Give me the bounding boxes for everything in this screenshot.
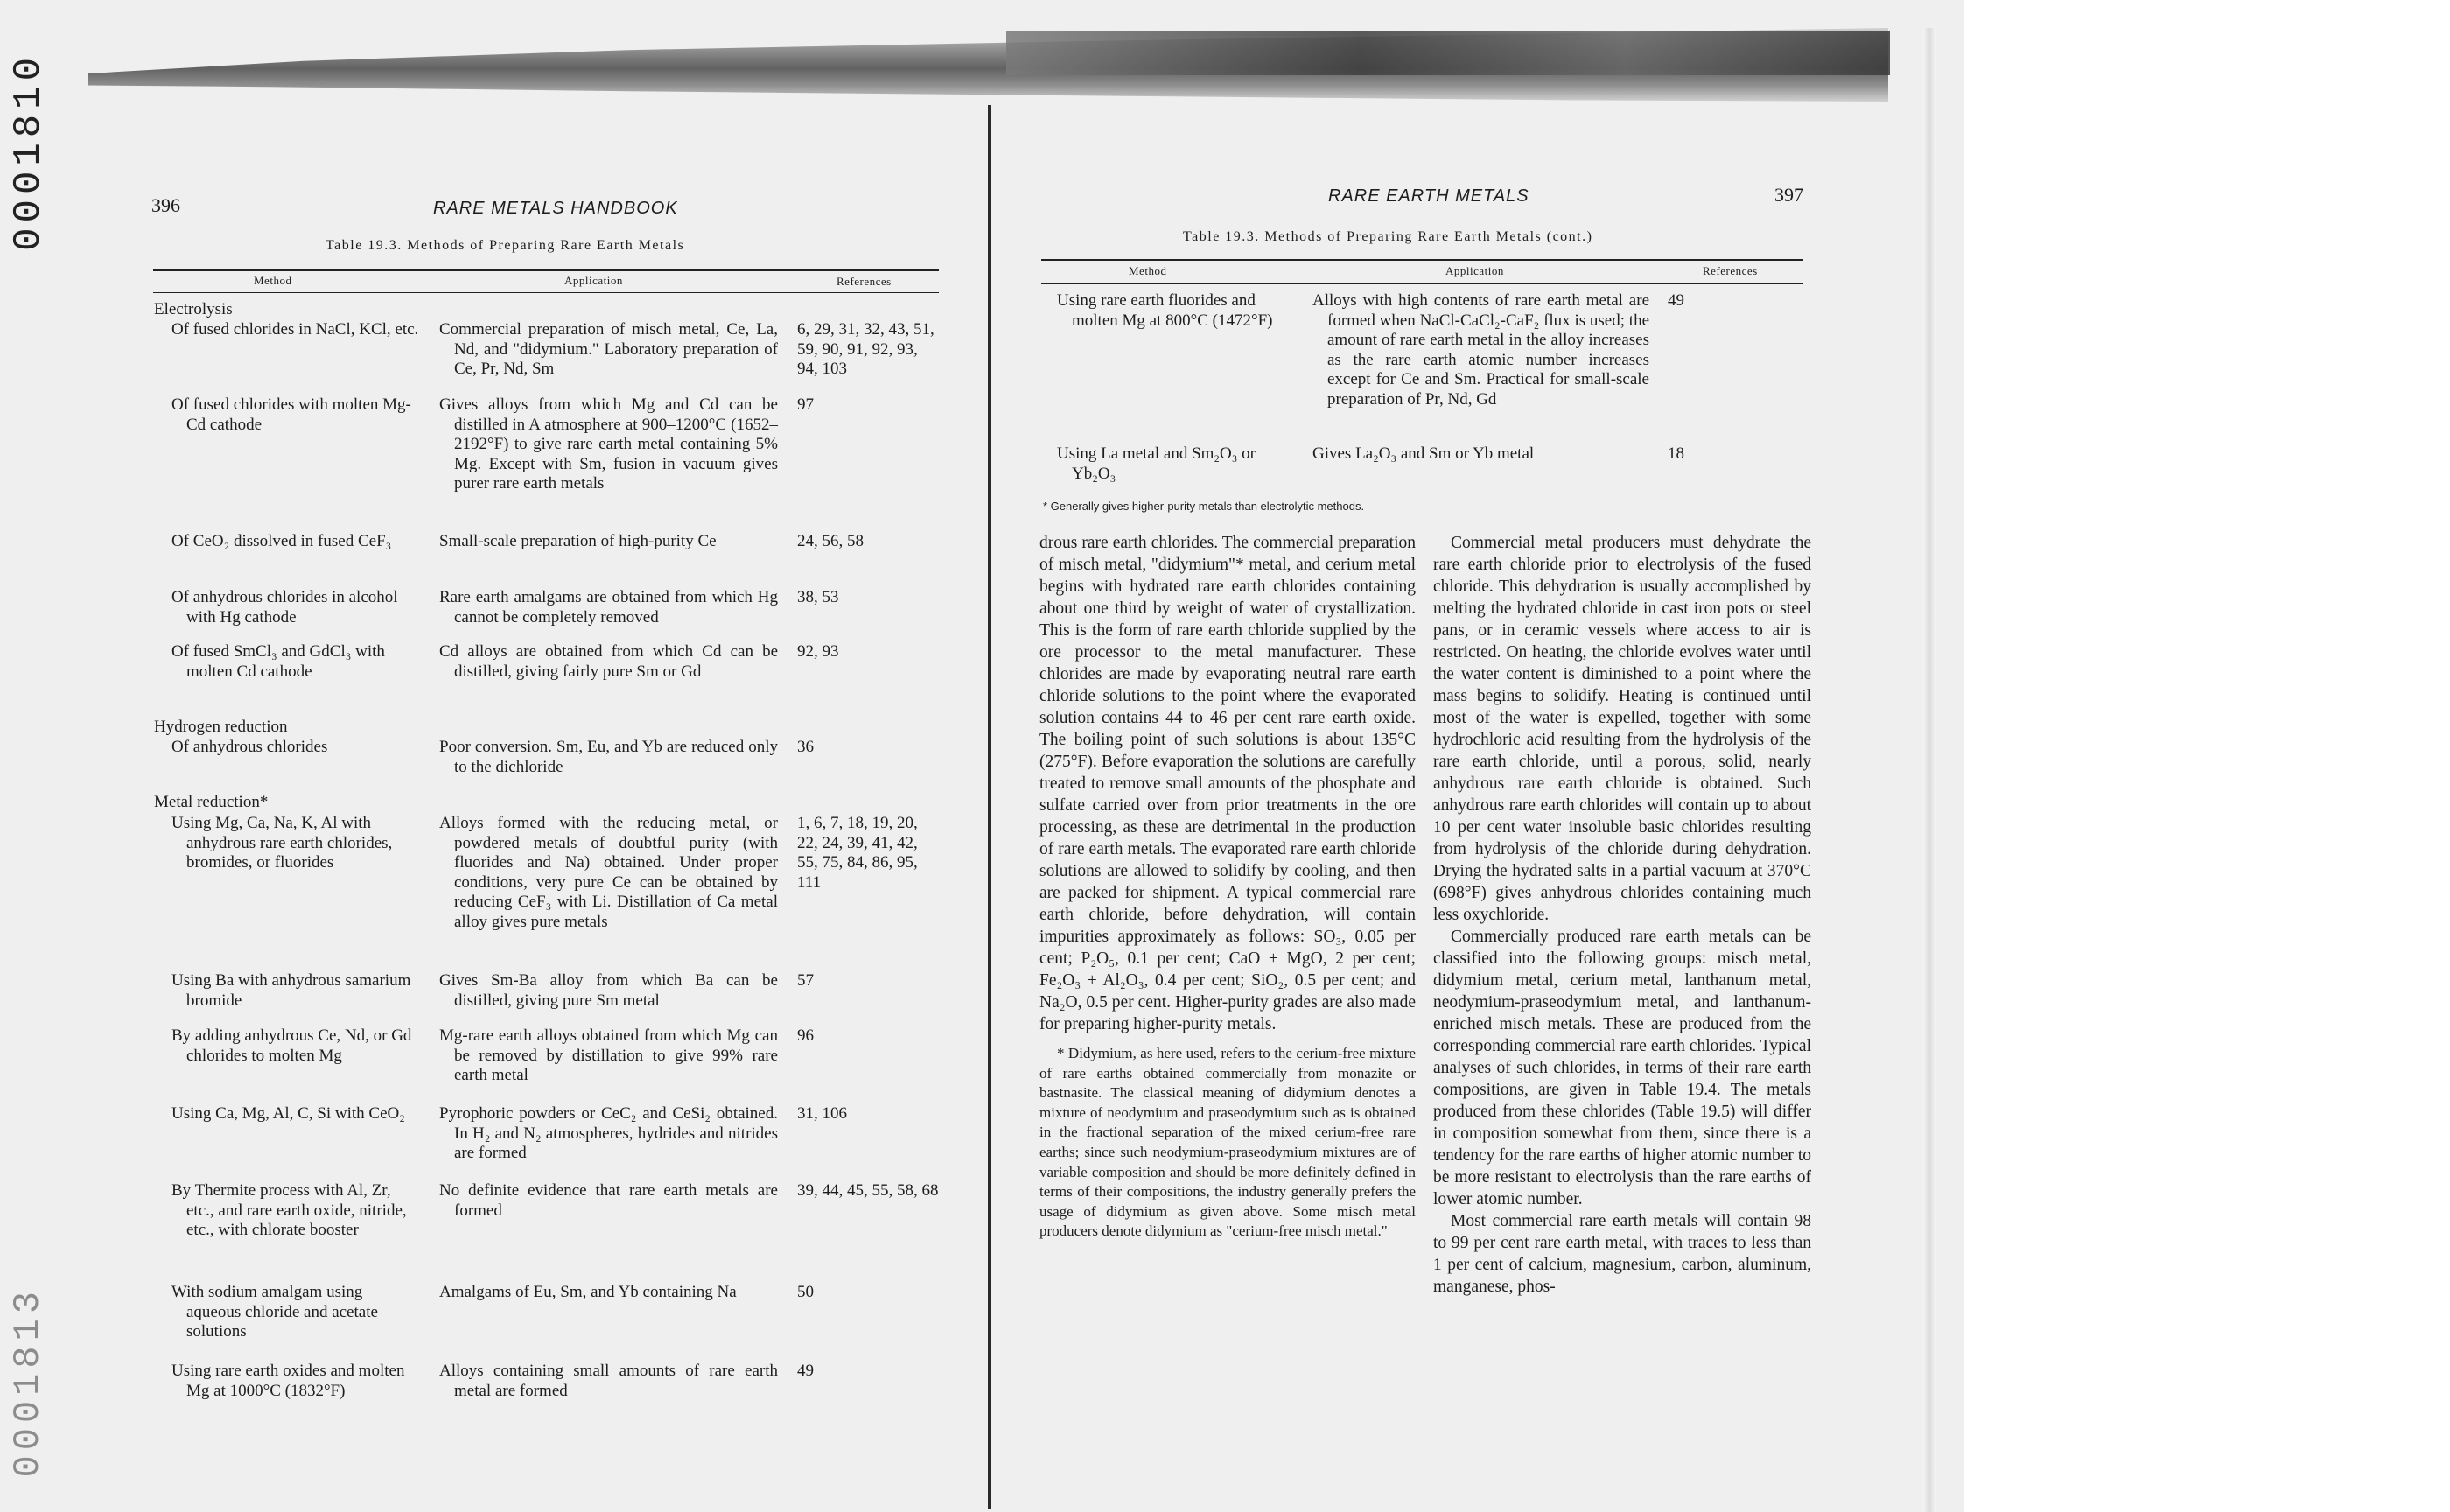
margin-stamp-top: 0001810: [7, 52, 51, 251]
row-application: Alloys formed with the reducing metal, or powdered metals of doubtful purity (with fluorides and Na) obtained. Under proper conditions, very pure Ce can be obtained by reducing CeF₃ with Li. Distillation of Ca metal alloy gives pure metals: [439, 814, 778, 931]
row-references: 1, 6, 7, 18, 19, 20, 22, 24, 39, 41, 42, 55, 75, 84, 86, 95, 111: [797, 814, 918, 892]
left-running-head: [433, 196, 678, 219]
right-table-caption: Table 19.3. Methods of Preparing Rare Earth Metals (cont.): [1183, 229, 1593, 244]
row-method: Of fused chlorides in NaCl, KCl, etc.: [172, 320, 419, 339]
row-references: 18: [1668, 444, 1684, 463]
row-references: 31, 106: [797, 1104, 847, 1123]
table-head-rule: [153, 292, 939, 293]
row-application: Alloys with high contents of rare earth metal are formed when NaCl-CaCl₂-CaF₂ flux is used; the amount of rare earth metal in the alloy increases as the rare earth atomic number increases except for Ce and Sm. Practical for small-scale preparation of Pr, Nd, Gd: [1312, 291, 1649, 409]
page-edge: [1923, 28, 1936, 1512]
row-method: Of fused SmCl₃ and GdCl₃ with molten Cd cathode: [172, 642, 385, 681]
row-references: 96: [797, 1026, 814, 1045]
group-hydrogen-reduction: Hydrogen reduction: [154, 718, 288, 736]
row-references: 6, 29, 31, 32, 43, 51, 59, 90, 91, 92, 93, 94, 103: [797, 320, 934, 378]
col-head-application: Application: [1446, 264, 1504, 277]
row-method: With sodium amalgam using aqueous chloride and acetate solutions: [172, 1283, 378, 1340]
row-method: Using Ba with anhydrous samarium bromide: [172, 971, 411, 1010]
didymium-footnote: * Didymium, as here used, refers to the cerium-free mixture of rare earths obtained commercially from monazite or bastnasite. The classical meaning of didymium denotes a mixture of neodymium and praseodymium such as is obtained in the fractional separation of the mixed cerium-free rare earths; since such neodymium-praseodymium mixtures are of variable composition and should be more definitely defined in terms of their compositions, the industry generally prefers the usage of didymium as given above. Some misch metal producers denote didymium as "cerium-free misch metal.": [1040, 1045, 1416, 1240]
row-application: Poor conversion. Sm, Eu, and Yb are reduced only to the dichloride: [439, 738, 778, 776]
row-method: Of anhydrous chlorides in alcohol with Hg cathode: [172, 588, 398, 626]
body-column-1: [1040, 532, 1416, 1242]
row-application: No definite evidence that rare earth metals are formed: [439, 1181, 778, 1220]
row-method: Using Mg, Ca, Na, K, Al with anhydrous rare earth chlorides, bromides, or fluorides: [172, 814, 393, 872]
right-running-head: RARE EARTH METALS: [1328, 186, 1530, 206]
row-references: 57: [797, 971, 814, 990]
left-table-caption: Table 19.3. Methods of Preparing Rare Earth Metals: [326, 238, 685, 253]
row-method: Of CeO₂ dissolved in fused CeF₃: [172, 532, 392, 550]
table-top-rule: [1041, 259, 1802, 261]
table-bottom-rule: [1041, 493, 1802, 494]
scan-shadow-band-dark: [1006, 32, 1890, 75]
row-references: 39, 44, 45, 55, 58, 68: [797, 1181, 939, 1200]
row-application: Gives Sm-Ba alloy from which Ba can be distilled, giving pure Sm metal: [439, 971, 778, 1010]
row-references: 49: [797, 1362, 814, 1380]
row-method: Of fused chlorides with molten Mg-Cd cathode: [172, 396, 411, 434]
col-head-method: Method: [1129, 264, 1167, 277]
row-references: 97: [797, 396, 814, 414]
col-head-references: References: [1703, 264, 1758, 277]
row-method: Of anhydrous chlorides: [172, 738, 328, 756]
row-application: Rare earth amalgams are obtained from which Hg cannot be completely removed: [439, 588, 778, 626]
row-method: By Thermite process with Al, Zr, etc., and rare earth oxide, nitride, etc., with chlorate booster: [172, 1181, 407, 1239]
row-method: Using rare earth fluorides and molten Mg at 800°C (1472°F): [1057, 291, 1273, 330]
body-paragraph: Most commercial rare earth metals will contain 98 to 99 per cent rare earth metal, with traces to less than 1 per cent of calcium, magnesium, carbon, aluminum, manganese, phos-: [1433, 1212, 1811, 1296]
col-head-method: Method: [254, 274, 292, 287]
row-application: Small-scale preparation of high-purity Ce: [439, 532, 717, 550]
body-paragraph: drous rare earth chlorides. The commercial preparation of misch metal, "didymium"* metal, and cerium metal begins with hydrated rare earth chlorides containing about one third by weight of water of crystallization. This is the form of rare earth chloride supplied by the ore processor to the metal manufacturer. These chlorides are made by evaporating neutral rare earth chloride solutions to the point where the evaporated solution contains 44 to 46 per cent rare earth oxide. The boiling point of such solutions is about 135°C (275°F). Before evaporation the solutions are carefully treated to remove small amounts of the phosphate and sulfate carried over from prior treatments in the ore processing, as these are detrimental in the production of rare earth metals. The evaporated rare earth chloride solutions are allowed to solidify by cooling, and then are packed for shipment. A typical commercial rare earth chloride, before dehydration, will contain impurities approximately as follows: SO₃, 0.05 per cent; P₂O₅, 0.1 per cent; CaO + MgO, 2 per cent; Fe₂O₃ + Al₂O₃, 0.4 per cent; SiO₂, 0.5 per cent; and Na₂O, 0.5 per cent. Higher-purity grades are also made for preparing higher-purity metals.: [1040, 534, 1416, 1033]
row-references: 50: [797, 1283, 814, 1301]
body-paragraph: Commercial metal producers must dehydrate the rare earth chloride prior to electrolysis of the fused chloride. This dehydration is usually accomplished by melting the hydrated chloride in cast iron pots or steel pans, or in ceramic vessels where access to air is restricted. On heating, the chloride evolves water until the water content is diminished to a point where the mass begins to solidify. Heating is continued until most of the water is expelled, together with some hydrochloric acid resulting from the hydrolysis of the rare earth chloride, until a porous, solid, nearly anhydrous rare earth chloride is obtained. Such anhydrous rare earth chlorides will contain up to about 10 per cent water insoluble basic chlorides resulting from hydrolysis of the chloride during dehydration. Drying the hydrated salts in a partial vacuum at 370°C (698°F) gives anhydrous chlorides containing much less oxychloride.: [1433, 534, 1811, 924]
group-metal-reduction: Metal reduction*: [154, 793, 269, 811]
row-method: Using La metal and Sm₂O₃ or Yb₂O₃: [1057, 444, 1256, 483]
row-application: Mg-rare earth alloys obtained from which Mg can be removed by distillation to give 99% rare earth metal: [439, 1026, 778, 1084]
row-application: Commercial preparation of misch metal, Ce, La, Nd, and "didymium." Laboratory preparation of Ce, Pr, Nd, Sm: [439, 320, 778, 378]
row-application: Gives La₂O₃ and Sm or Yb metal: [1312, 444, 1535, 463]
row-method: By adding anhydrous Ce, Nd, or Gd chlorides to molten Mg: [172, 1026, 412, 1065]
col-head-references: References: [836, 275, 892, 288]
book-gutter-line: [988, 105, 991, 1509]
col-head-application: Application: [564, 274, 623, 287]
margin-stamp-bottom: 0001813: [7, 1286, 49, 1478]
row-method: Using Ca, Mg, Al, C, Si with CeO₂: [172, 1104, 405, 1123]
group-electrolysis: Electrolysis: [154, 300, 233, 318]
row-references: 38, 53: [797, 588, 839, 606]
table-footnote: * Generally gives higher-purity metals than electrolytic methods.: [1043, 500, 1365, 513]
row-references: 49: [1668, 291, 1684, 310]
row-application: Amalgams of Eu, Sm, and Yb containing Na: [439, 1283, 737, 1301]
body-paragraph: Commercially produced rare earth metals can be classified into the following groups: misch metal, didymium metal, cerium metal, lanthanum metal, neodymium-praseodymium metal, and lanthanum-enriched misch metals. These are produced from the corresponding commercial rare earth chlorides. Typical analyses of such chlorides, in terms of their rare earth compositions, are given in Table 19.4. The metals produced from these chlorides (Table 19.5) will differ in composition somewhat from them, since there is a tendency for the rare earths of higher atomic number to be more resistant to electrolysis than the rare earths of lower atomic number.: [1433, 928, 1811, 1208]
row-method: Using rare earth oxides and molten Mg at 1000°C (1832°F): [172, 1362, 405, 1400]
row-application: Cd alloys are obtained from which Cd can be distilled, giving fairly pure Sm or Gd: [439, 642, 778, 681]
row-application: Gives alloys from which Mg and Cd can be distilled in A atmosphere at 900–1200°C (1652–2192°F) to give rare earth metal containing 5% Mg. Except with Sm, fusion in vacuum gives purer rare earth metals: [439, 396, 778, 493]
row-application: Alloys containing small amounts of rare earth metal are formed: [439, 1362, 778, 1400]
left-page-number: 396: [151, 194, 180, 216]
right-page-number: 397: [1774, 184, 1803, 206]
left-running-head-text: RARE METALS HANDBOOK: [433, 199, 678, 218]
body-column-2: [1433, 532, 1811, 1298]
row-application: Pyrophoric powders or CeC₂ and CeSi₂ obtained. In H₂ and N₂ atmospheres, hydrides and nitrides are formed: [439, 1104, 778, 1162]
table-top-rule: [153, 270, 939, 271]
row-references: 92, 93: [797, 642, 839, 661]
row-references: 36: [797, 738, 814, 756]
row-references: 24, 56, 58: [797, 532, 864, 550]
